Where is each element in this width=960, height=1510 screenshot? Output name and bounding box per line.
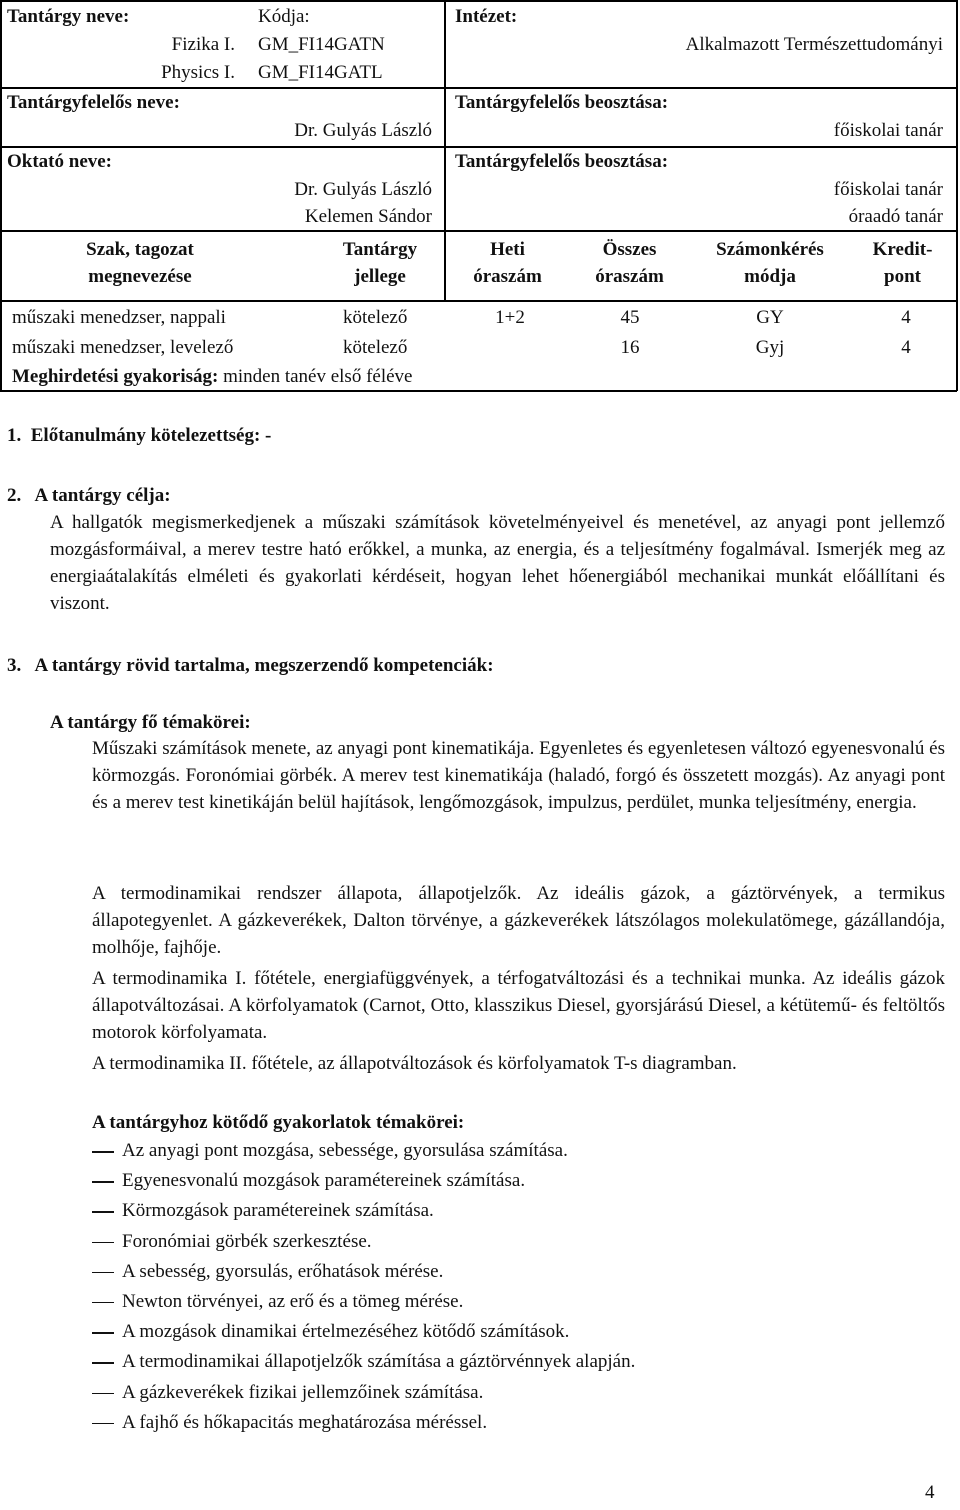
- practice-list: [92, 1138, 635, 1440]
- row-1-type: kötelező: [343, 307, 408, 328]
- frequency: [12, 366, 412, 388]
- responsible-position: főiskolai tanár: [833, 120, 943, 141]
- section-1-title: Előtanulmány kötelezettség: -: [30, 425, 272, 446]
- list-item: A fajhő és hőkapacitás meghatározása méréssel.: [92, 1410, 635, 1440]
- table-divider-vertical: [444, 0, 446, 300]
- col-exam-2: módja: [744, 266, 796, 287]
- dash-bullet-icon: [92, 1393, 114, 1395]
- table-border-bottom: [0, 390, 957, 392]
- dash-bullet-icon: [92, 1272, 114, 1274]
- table-divider-left-1: [0, 87, 444, 89]
- col-total-2: óraszám: [595, 266, 664, 287]
- row-1-exam: GY: [756, 307, 784, 328]
- row-2-exam: Gyj: [755, 337, 785, 358]
- row-1-total: 45: [620, 307, 640, 328]
- col-credit-2: pont: [884, 266, 921, 287]
- subject-code-2: GM_FI14GATL: [258, 62, 383, 83]
- col-type-2: jellege: [354, 266, 406, 287]
- teacher-name-2: Kelemen Sándor: [304, 206, 432, 227]
- col-program-1: Szak, tagozat: [86, 239, 194, 260]
- col-credit-1: Kredit-: [872, 239, 933, 260]
- subject-name-en: Physics I.: [161, 62, 235, 83]
- section-3-heading: [7, 655, 494, 677]
- col-type-1: Tantárgy: [342, 239, 418, 260]
- table-divider-institute: [444, 87, 957, 89]
- col-total-1: Összes: [602, 239, 657, 260]
- section-2-heading: [7, 485, 171, 507]
- list-item: Foronómiai görbék szerkesztése.: [92, 1229, 635, 1259]
- page-number: 4: [925, 1482, 935, 1503]
- list-item: Az anyagi pont mozgása, sebessége, gyorsulása számítása.: [92, 1138, 635, 1168]
- dash-bullet-icon: [92, 1242, 114, 1244]
- teacher-name-1: Dr. Gulyás László: [294, 179, 432, 200]
- table-border-left: [0, 0, 2, 391]
- subject-code-label: Kódja:: [258, 6, 310, 27]
- topics-paragraph-1: Műszaki számítások menete, az anyagi pont kinematikája. Egyenletes és egyenletesen változó egyenesvonalú és körmozgás. Foronómiai görbék. A merev test kinematikája (haladó, forgó és összetett mozgás). Az anyagi pont és a merev test kinetikáján belül hajítások, lengőmozgások, impulzus, perdület, munka teljesítmény, energia.: [92, 738, 945, 813]
- section-2-number: 2.: [7, 485, 22, 506]
- subject-code-1: GM_FI14GATN: [258, 34, 385, 55]
- teacher-position-2: óraadó tanár: [848, 206, 943, 227]
- topics-paragraph-3: A termodinamika I. főtétele, energiafüggvények, a térfogatváltozási és a technikai munka. Az ideális gázok állapotváltozásai. A körfolyamatok (Carnot, Otto, klasszikus Diesel, gyorsjárású Diesel, a kétütemű- és feltöltős motorok körfolyamata.: [92, 968, 945, 1043]
- dash-bullet-icon: [92, 1332, 114, 1334]
- list-item: A mozgások dinamikai értelmezéséhez kötődő számítások.: [92, 1319, 635, 1349]
- dash-bullet-icon: [92, 1181, 114, 1183]
- row-2-total: 16: [620, 337, 640, 358]
- dash-bullet-icon: [92, 1362, 114, 1364]
- table-divider-columns: [0, 300, 957, 302]
- col-weekly-2: óraszám: [473, 266, 542, 287]
- section-2-title: A tantárgy célja:: [34, 485, 171, 506]
- frequency-value: minden tanév első féléve: [223, 366, 413, 387]
- list-item: A sebesség, gyorsulás, erőhatások mérése.: [92, 1259, 635, 1289]
- list-item: Körmozgások paramétereinek számítása.: [92, 1198, 635, 1228]
- topics-paragraph-4: A termodinamika II. főtétele, az állapotváltozások és körfolyamatok T-s diagramban.: [92, 1053, 737, 1074]
- dash-bullet-icon: [92, 1151, 114, 1153]
- list-item: Egyenesvonalú mozgások paramétereinek számítása.: [92, 1168, 635, 1198]
- dash-bullet-icon: [92, 1302, 114, 1304]
- col-exam-1: Számonkérés: [716, 239, 824, 260]
- responsible-label: Tantárgyfelelős neve:: [7, 92, 180, 113]
- teacher-label: Oktató neve:: [7, 151, 113, 172]
- responsible-name: Dr. Gulyás László: [294, 120, 432, 141]
- section-1-number: 1.: [7, 425, 22, 446]
- row-1-weekly: 1+2: [495, 307, 525, 328]
- row-2-program: műszaki menedzser, levelező: [12, 337, 234, 358]
- teacher-position-label: Tantárgyfelelős beosztása:: [455, 151, 669, 172]
- list-item: A termodinamikai állapotjelzők számítása a gáztörvénnyek alapján.: [92, 1349, 635, 1379]
- topics-title: A tantárgy fő témakörei:: [50, 712, 251, 733]
- section-1-heading: [7, 425, 271, 447]
- practice-title: A tantárgyhoz kötődő gyakorlatok témakörei:: [92, 1112, 465, 1133]
- row-1-program: műszaki menedzser, nappali: [12, 307, 226, 328]
- dash-bullet-icon: [92, 1211, 114, 1213]
- institute-label: Intézet:: [455, 6, 518, 27]
- table-divider-position: [0, 146, 957, 148]
- topics-paragraph-2: A termodinamikai rendszer állapota, állapotjelzők. Az ideális gázok, a gáztörvények, a termikus állapotegyenlet. A gázkeverékek, Dalton törvénye, a gázkeverékek látszólagos molekulatömege, gázállandója, molhője, fajhője.: [92, 883, 945, 958]
- row-2-type: kötelező: [343, 337, 408, 358]
- col-program-2: megnevezése: [88, 266, 192, 287]
- list-item: Newton törvényei, az erő és a tömeg mérése.: [92, 1289, 635, 1319]
- col-weekly-1: Heti: [490, 239, 525, 260]
- row-2-credit: 4: [901, 337, 911, 358]
- row-1-credit: 4: [901, 307, 911, 328]
- institute-value: Alkalmazott Természettudományi: [685, 34, 943, 55]
- table-border-top: [0, 0, 957, 2]
- section-3-title: A tantárgy rövid tartalma, megszerzendő kompetenciák:: [34, 655, 494, 676]
- table-border-right: [956, 0, 958, 391]
- section-3-number: 3.: [7, 655, 22, 676]
- subject-name-hu: Fizika I.: [171, 34, 235, 55]
- frequency-label: Meghirdetési gyakoriság:: [12, 366, 219, 387]
- table-divider-header: [0, 230, 957, 232]
- section-2-body: A hallgatók megismerkedjenek a műszaki számítások követelményeivel és menetével, az anyagi pont jellemző mozgásformáival, a merev testre ható erőkkel, a munka, az energia, és a teljesítmény fogalmával. Ismerjék meg az energiaátalakítás elméleti és gyakorlati kérdéseit, hogyan lehet hőenergiából mechanikai munkát előállítani és viszont.: [50, 512, 945, 614]
- dash-bullet-icon: [92, 1423, 114, 1425]
- list-item: A gázkeverékek fizikai jellemzőinek számítása.: [92, 1380, 635, 1410]
- responsible-position-label: Tantárgyfelelős beosztása:: [455, 92, 669, 113]
- subject-name-label: Tantárgy neve:: [7, 6, 130, 27]
- teacher-position-1: főiskolai tanár: [833, 179, 943, 200]
